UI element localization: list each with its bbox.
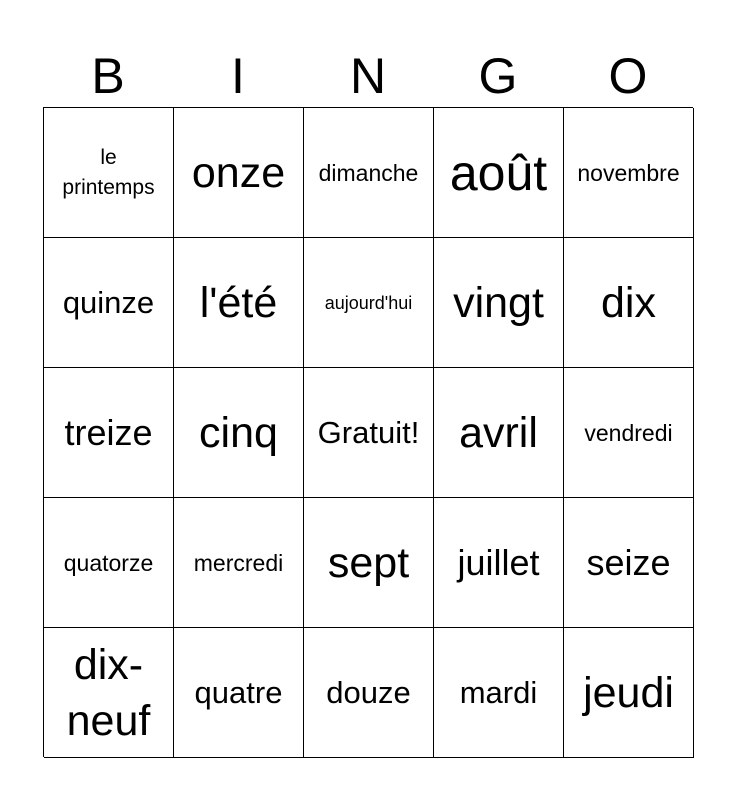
cell-text: aujourd'hui [324, 292, 413, 313]
cell-text: mardi [459, 674, 538, 710]
bingo-cell-5-1[interactable] [44, 628, 174, 758]
bingo-cell-2-1[interactable] [44, 238, 174, 368]
bingo-cell-1-1[interactable] [44, 108, 174, 238]
bingo-cell-3-3[interactable] [304, 368, 434, 498]
cell-text: vingt [453, 278, 544, 327]
cell-text: dimanche [318, 159, 419, 186]
header-letter-n: N [349, 48, 387, 104]
bingo-cell-2-3[interactable] [304, 238, 434, 368]
bingo-cell-2-5[interactable] [564, 238, 694, 368]
bingo-cell-2-2[interactable] [174, 238, 304, 368]
cell-text: avril [459, 408, 538, 457]
cell-text: dix-neuf [66, 640, 151, 745]
bingo-cell-3-1[interactable] [44, 368, 174, 498]
cell-text: dix [601, 278, 656, 327]
bingo-header [43, 48, 693, 104]
bingo-cell-5-5[interactable] [564, 628, 694, 758]
cell-text: l'été [199, 278, 278, 327]
bingo-cell-4-2[interactable] [174, 498, 304, 628]
bingo-cell-5-2[interactable] [174, 628, 304, 758]
header-letter-g: G [478, 48, 518, 104]
cell-text: cinq [199, 408, 278, 457]
header-letter-i: I [231, 48, 245, 104]
bingo-cell-3-2[interactable] [174, 368, 304, 498]
cell-text: jeudi [583, 668, 674, 717]
cell-text: quatorze [63, 549, 154, 576]
cell-text: août [449, 144, 548, 201]
bingo-cell-4-3[interactable] [304, 498, 434, 628]
bingo-cell-3-4[interactable] [434, 368, 564, 498]
cell-text: seize [586, 541, 671, 583]
bingo-cell-1-2[interactable] [174, 108, 304, 238]
cell-text: vendredi [584, 419, 673, 446]
header-letter-o: O [608, 48, 648, 104]
cell-text: sept [327, 538, 410, 587]
cell-text: onze [191, 148, 286, 197]
bingo-cell-2-4[interactable] [434, 238, 564, 368]
bingo-cell-1-4[interactable] [434, 108, 564, 238]
cell-text: treize [64, 411, 153, 453]
bingo-cell-5-4[interactable] [434, 628, 564, 758]
cell-text: le printemps [62, 145, 155, 199]
cell-text: juillet [457, 541, 540, 583]
bingo-cell-1-3[interactable] [304, 108, 434, 238]
bingo-cell-5-3[interactable] [304, 628, 434, 758]
cell-text: Gratuit! [317, 414, 420, 450]
cell-text: novembre [577, 159, 680, 186]
bingo-cell-4-1[interactable] [44, 498, 174, 628]
cell-text: douze [326, 674, 411, 710]
bingo-cell-3-5[interactable] [564, 368, 694, 498]
bingo-card [43, 107, 693, 757]
bingo-cell-4-4[interactable] [434, 498, 564, 628]
cell-text: mercredi [193, 549, 284, 576]
header-letter-b: B [91, 48, 125, 104]
bingo-cell-1-5[interactable] [564, 108, 694, 238]
bingo-cell-4-5[interactable] [564, 498, 694, 628]
cell-text: quatre [194, 674, 283, 710]
cell-text: quinze [62, 284, 155, 320]
